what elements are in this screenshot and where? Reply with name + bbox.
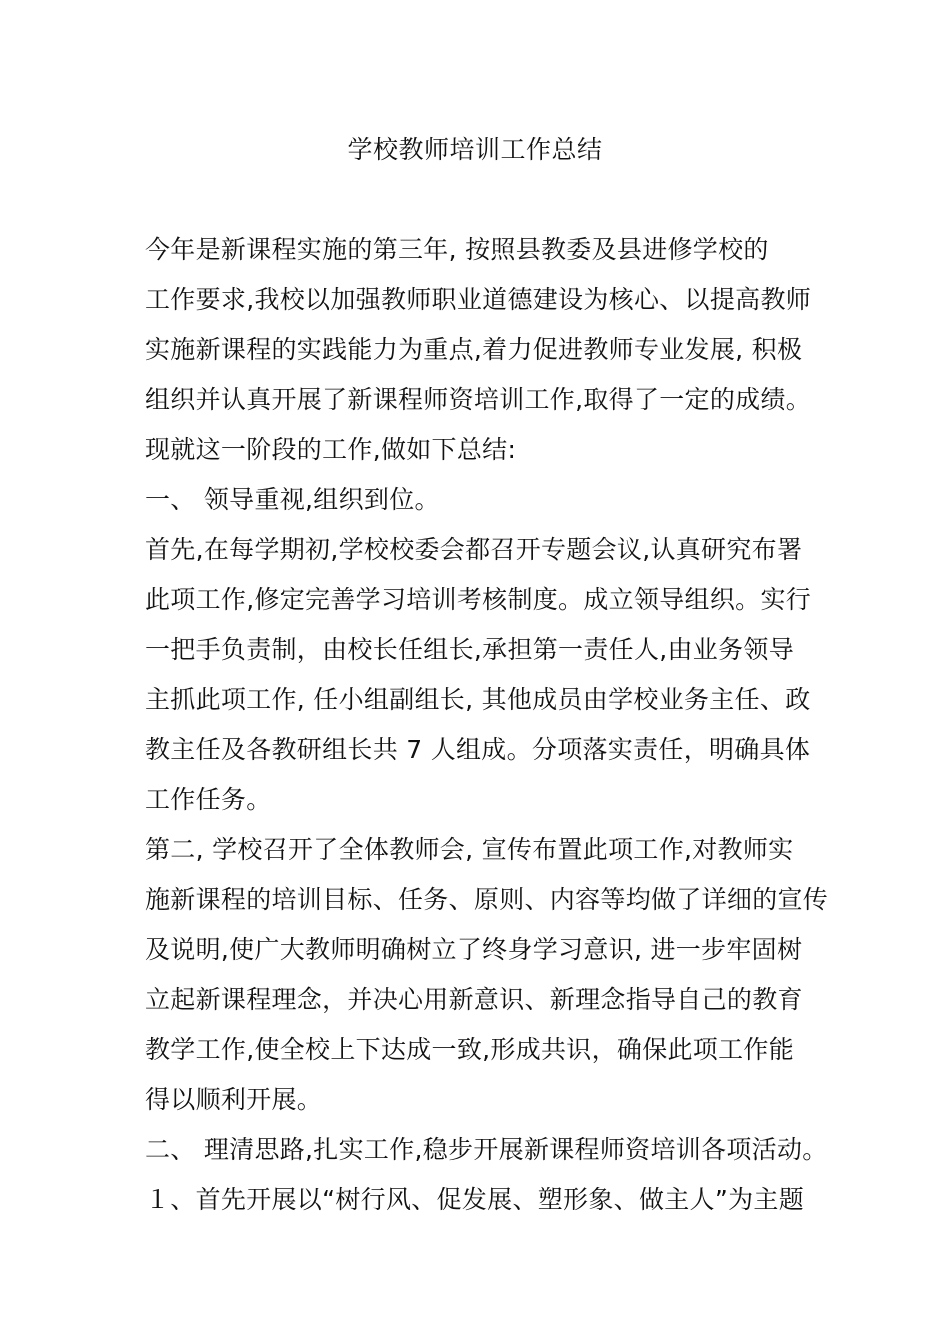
paragraph-line: 今年是新课程实施的第三年, 按照县教委及县进修学校的 <box>145 235 769 264</box>
paragraph-line: 立起新课程理念，并决心用新意识、新理念指导自己的教育 <box>145 985 803 1014</box>
paragraph-line: 教主任及各教研组长共 7 人组成。分项落实责任，明确具体 <box>145 735 811 764</box>
paragraph-line: 工作任务。 <box>145 785 272 814</box>
paragraph-line: 及说明,使广大教师明确树立了终身学习意识, 进一步牢固树 <box>145 935 803 964</box>
paragraph-line: 组织并认真开展了新课程师资培训工作,取得了一定的成绩。 <box>145 385 812 414</box>
section-heading: 一、 领导重视,组织到位。 <box>145 485 440 514</box>
paragraph-line: 此项工作,修定完善学习培训考核制度。成立领导组织。实行 <box>145 585 812 614</box>
paragraph-line: 现就这一阶段的工作,做如下总结: <box>145 435 517 464</box>
document-title: 学校教师培训工作总结 <box>347 135 603 164</box>
paragraph-line: 实施新课程的实践能力为重点,着力促进教师专业发展, 积极 <box>145 335 803 364</box>
paragraph-line: 首先,在每学期初,学校校委会都召开专题会议,认真研究布署 <box>145 535 803 564</box>
paragraph-line: 教学工作,使全校上下达成一致,形成共识，确保此项工作能 <box>145 1035 794 1064</box>
paragraph-line: １、首先开展以“树行风、促发展、塑形象、做主人”为主题 <box>145 1185 805 1214</box>
paragraph-line: 得以顺利开展。 <box>145 1085 323 1114</box>
paragraph-line: 主抓此项工作, 任小组副组长, 其他成员由学校业务主任、政 <box>145 685 811 714</box>
section-heading: 二、 理清思路,扎实工作,稳步开展新课程师资培训各项活动。 <box>145 1135 828 1164</box>
paragraph-line: 第二, 学校召开了全体教师会, 宣传布置此项工作,对教师实 <box>145 835 794 864</box>
paragraph-line: 工作要求,我校以加强教师职业道德建设为核心、以提高教师 <box>145 285 812 314</box>
paragraph-line: 施新课程的培训目标、任务、原则、内容等均做了详细的宣传 <box>145 885 829 914</box>
paragraph-line: 一把手负责制，由校长任组长,承担第一责任人,由业务领导 <box>145 635 794 664</box>
